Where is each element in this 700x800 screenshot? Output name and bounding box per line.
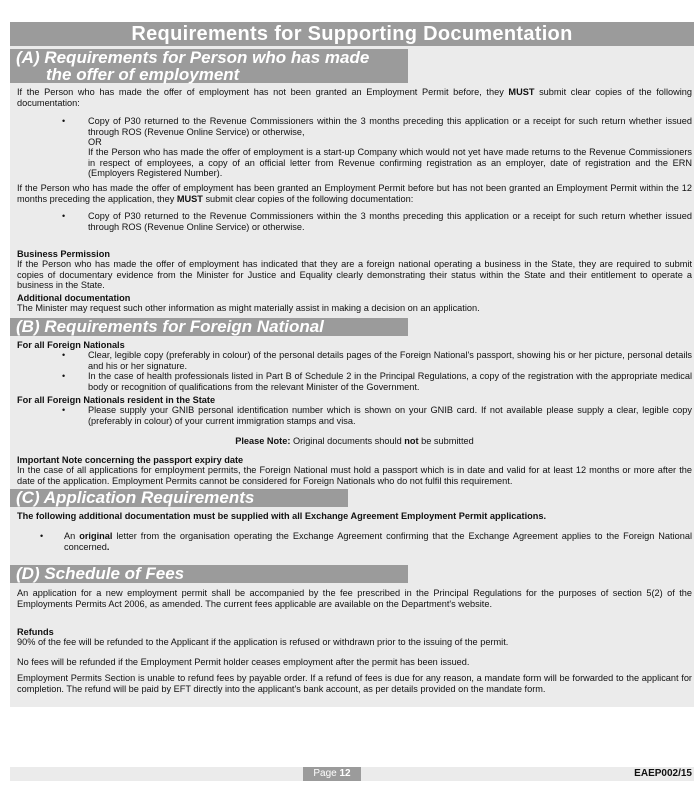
intro-2-text: If the Person who has made the offer of employment has been granted an Employment Permit before but has not been granted an Employment Permit within the 12 months preceding the application, they [17, 183, 692, 204]
resident-heading: For all Foreign Nationals resident in the State [17, 395, 216, 405]
please-note-text-1: Original documents should [290, 436, 405, 446]
all-foreign-nationals-heading: For all Foreign Nationals [17, 340, 125, 350]
refunds-text-3: Employment Permits Section is unable to refund fees by payable order. If a refund of fees is due for any reason, a mandate form will be forwarded to the applicant for completion. The refund will be paid by EFT directly into the applicant's bank account, as per details provided on the mandate form. [17, 673, 692, 694]
section-a-bullet-2: Copy of P30 returned to the Revenue Commissioners within the 3 months preceding this application or a receipt for such return whether issued through ROS (Revenue Online Service) or otherwise. [88, 211, 692, 232]
bullet-icon: • [62, 116, 66, 126]
section-b-bullet-3: Please supply your GNIB personal identification number which is shown on your GNIB card. If not available please supply a clear, legible copy (preferably in colour) of your current immigration stamps and visa. [88, 405, 692, 426]
section-a-heading-line1: (A) Requirements for Person who has made [16, 48, 370, 67]
section-a-heading [10, 49, 408, 83]
additional-documentation-text: The Minister may request such other information as might materially assist in making a decision on an application. [17, 303, 480, 313]
page-number [303, 767, 361, 781]
section-a-bullet-1b: If the Person who has made the offer of employment is a start-up Company which would not yet have made returns to the Revenue Commissioners in respect of employees, a copy of an official letter from Revenue confirming registration as an employer, date of registration and the ERN (Employers Registered Number). [88, 147, 692, 179]
please-note-label: Please Note: [235, 436, 291, 446]
passport-expiry-heading: Important Note concerning the passport expiry date [17, 455, 244, 465]
bullet-icon: • [62, 371, 66, 381]
section-a-intro-1 [17, 87, 692, 108]
section-a-bullet-1a: Copy of P30 returned to the Revenue Commissioners within the 3 months preceding this application or a receipt for such return whether issued through ROS (Revenue Online Service) or otherwise, [88, 116, 692, 137]
additional-documentation-heading: Additional documentation [17, 293, 131, 303]
intro-2-must: MUST [176, 193, 203, 204]
bullet-icon: • [62, 350, 66, 360]
section-d-intro: An application for a new employment permit shall be accompanied by the fee prescribed in the Principal Regulations for the purposes of section 5(2) of the Employments Permits Act 2006, as amended. The current fees applicable are available on the Department's website. [17, 588, 692, 609]
section-c-bullet-text: letter from the organisation operating the Exchange Agreement confirming that the Exchange Agreement applies to the Foreign National concerned [64, 531, 693, 552]
please-note-text-2: be submitted [418, 436, 474, 446]
section-b-heading: (B) Requirements for Foreign National [10, 318, 408, 336]
intro-1-end: submit clear copies of the following documentation: [17, 87, 692, 108]
business-permission-text: If the Person who has made the offer of employment has indicated that they are a foreign national operating a business in the State, they are required to submit copies of documentary evidence from the Minister for Justice and Equality clearly demonstrating their status within the State and their entitlement to operate a business in the State. [17, 259, 692, 291]
intro-1-text: If the Person who has made the offer of employment has not been granted an Employment Permit before, they [17, 87, 509, 97]
section-c-bullet-pre: An [64, 531, 80, 541]
passport-expiry-text: In the case of all applications for employment permits, the Foreign National must hold a passport which is in date and valid for at least 12 months or more after the date of the application. Employment Permits cannot be considered for Foreign Nationals who do not fulfil this requirement. [17, 465, 692, 486]
section-d-heading: (D) Schedule of Fees [10, 565, 408, 583]
document-code: EAEP002/15 [634, 768, 692, 779]
section-b-bullet-2: In the case of health professionals listed in Part B of Schedule 2 in the Principal Regulations, a copy of the registration with the appropriate medical body or recognition of qualifications from the relevant Minister of the Government. [88, 371, 692, 392]
bullet-icon: • [62, 211, 66, 221]
refunds-text-2: No fees will be refunded if the Employment Permit holder ceases employment after the permit has been issued. [17, 657, 470, 667]
please-note-not: not [404, 436, 419, 446]
please-note [17, 436, 692, 447]
bullet-icon: • [40, 531, 44, 541]
intro-1-must: MUST [508, 87, 535, 97]
section-c-intro: The following additional documentation must be supplied with all Exchange Agreement Employment Permit applications. [17, 511, 547, 521]
intro-2-end: submit clear copies of the following documentation: [202, 193, 414, 204]
section-a-heading-line2: the offer of employment [46, 65, 240, 84]
section-a-intro-2 [17, 183, 692, 204]
refunds-text-1: 90% of the fee will be refunded to the Applicant if the application is refused or withdrawn prior to the issuing of the permit. [17, 637, 509, 647]
page-number-label: Page [313, 768, 340, 779]
section-c-bullet [64, 531, 692, 552]
page-title: Requirements for Supporting Documentation [10, 22, 694, 46]
section-c-bullet-end: . [106, 541, 110, 552]
section-a-or: OR [88, 137, 102, 147]
section-b-bullet-1: Clear, legible copy (preferably in colour) of the personal details pages of the Foreign National's passport, showing his or her picture, personal details and his or her signature. [88, 350, 692, 371]
section-c-bullet-original: original [79, 531, 113, 541]
page-number-value: 12 [339, 768, 351, 779]
section-c-heading: (C) Application Requirements [10, 489, 348, 507]
bullet-icon: • [62, 405, 66, 415]
business-permission-heading: Business Permission [17, 249, 110, 259]
refunds-heading: Refunds [17, 627, 54, 637]
